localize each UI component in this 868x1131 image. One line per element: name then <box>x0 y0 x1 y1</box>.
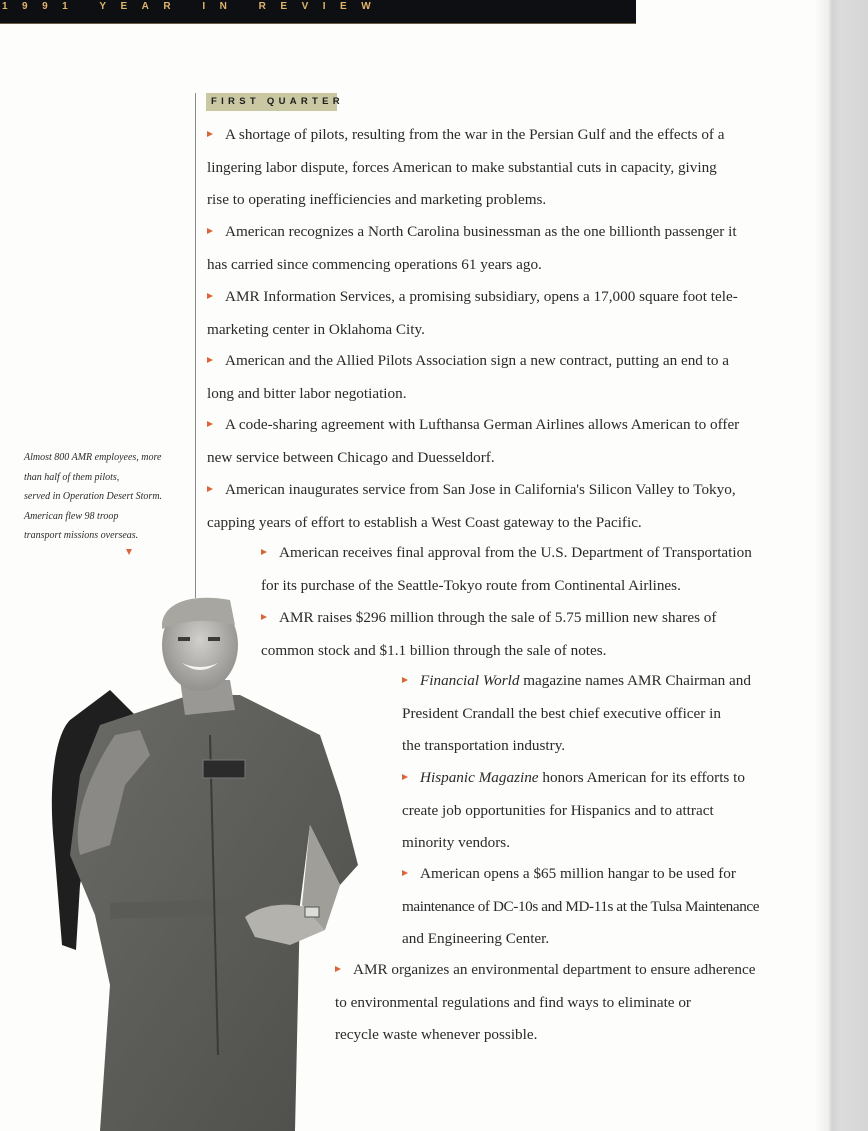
bullet-icon <box>207 131 213 137</box>
timeline-item <box>207 474 736 539</box>
eye <box>178 637 190 641</box>
item-text: American opens a $65 million hangar to be used for <box>420 865 736 882</box>
down-triangle-icon <box>126 549 132 555</box>
item-text: recycle waste whenever possible. <box>335 1026 538 1043</box>
pilot-photo <box>40 585 390 1131</box>
bullet-icon <box>402 774 408 780</box>
bullet-icon <box>402 870 408 876</box>
item-text: capping years of effort to establish a West Coast gateway to the Pacific. <box>207 513 642 531</box>
name-badge <box>203 760 245 778</box>
timeline-item <box>335 954 755 1052</box>
item-text: A code-sharing agreement with Lufthansa German Airlines allows American to offer <box>225 416 740 433</box>
wristwatch <box>305 907 319 917</box>
timeline-item <box>207 345 729 410</box>
item-text: American inaugurates service from San Jose in California's Silicon Valley to Tokyo, <box>225 481 736 498</box>
item-text: rise to operating inefficiencies and marketing problems. <box>207 191 547 208</box>
timeline-item <box>402 858 759 956</box>
item-text: the transportation industry. <box>402 737 566 754</box>
bullet-icon <box>207 421 213 427</box>
caption-line: transport missions overseas. <box>24 530 139 541</box>
item-text: lingering labor dispute, forces American to make substantial cuts in capacity, giving <box>207 158 717 176</box>
timeline-item <box>207 119 725 217</box>
item-text: President Crandall the best chief executive officer in <box>402 704 721 722</box>
section-label: FIRST QUARTER <box>206 93 337 111</box>
item-text: for its purchase of the Seattle-Tokyo route from Continental Airlines. <box>261 576 681 594</box>
bullet-icon <box>261 549 267 555</box>
bullet-icon <box>207 228 213 234</box>
bullet-icon <box>402 677 408 683</box>
caption-line: than half of them pilots, <box>24 471 120 483</box>
publication-title: Hispanic Magazine <box>420 769 539 786</box>
item-text: American receives final approval from the U.S. Department of Transportation <box>279 544 752 561</box>
vertical-divider <box>195 93 196 598</box>
item-text: long and bitter labor negotiation. <box>207 384 407 402</box>
timeline-item <box>207 216 737 281</box>
item-text: minority vendors. <box>402 834 510 851</box>
item-text: American recognizes a North Carolina businessman as the one billionth passenger it <box>225 223 737 240</box>
item-text: common stock and $1.1 billion through the sale of notes. <box>261 641 607 659</box>
sidebar-caption <box>24 448 184 546</box>
caption-line: served in Operation Desert Storm. <box>24 491 163 502</box>
header-bar <box>0 0 636 24</box>
eye <box>208 637 220 641</box>
item-text: marketing center in Oklahoma City. <box>207 320 425 338</box>
item-text: to environmental regulations and find ways to eliminate or <box>335 993 691 1011</box>
bullet-icon <box>207 357 213 363</box>
timeline-item <box>402 665 751 763</box>
page-edge-shadow <box>829 0 868 1131</box>
caption-line: Almost 800 AMR employees, more <box>24 452 162 463</box>
timeline-item <box>402 762 745 860</box>
item-text: create job opportunities for Hispanics and to attract <box>402 801 714 819</box>
item-text: AMR raises $296 million through the sale of 5.75 million new shares of <box>279 609 717 626</box>
item-text: American and the Allied Pilots Association sign a new contract, putting an end to a <box>225 352 730 369</box>
item-text: A shortage of pilots, resulting from the war in the Persian Gulf and the effects of a <box>225 126 725 143</box>
timeline-item <box>207 409 739 474</box>
item-text: new service between Chicago and Duesseldorf. <box>207 448 495 466</box>
bullet-icon <box>207 293 213 299</box>
item-text: and Engineering Center. <box>402 930 550 947</box>
timeline-item <box>207 281 738 346</box>
item-text: has carried since commencing operations 61 years ago. <box>207 255 542 273</box>
item-text: magazine names AMR Chairman and <box>519 672 751 689</box>
item-text: honors American for its efforts to <box>538 769 745 786</box>
caption-line: American flew 98 troop <box>24 510 119 522</box>
header-title: 1991 YEAR IN REVIEW <box>2 1 386 12</box>
bullet-icon <box>207 486 213 492</box>
item-text: AMR organizes an environmental department to ensure adherence <box>353 961 756 978</box>
publication-title: Financial World <box>420 672 520 689</box>
item-text: maintenance of DC-10s and MD-11s at the Tulsa Maintenance <box>402 897 760 915</box>
item-text: AMR Information Services, a promising subsidiary, opens a 17,000 square foot tele- <box>225 288 738 305</box>
